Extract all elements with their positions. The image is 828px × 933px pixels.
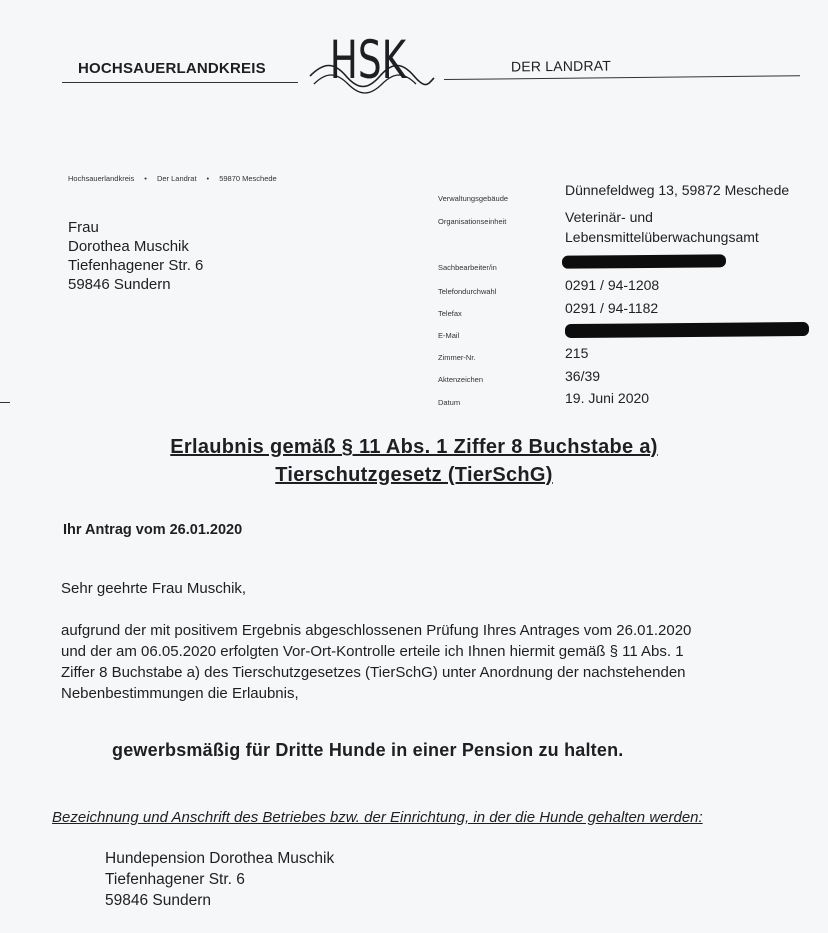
facility-street: Tiefenhagener Str. 6: [105, 871, 245, 888]
redaction-clerk: [562, 254, 726, 268]
value-file: 36/39: [565, 368, 601, 384]
recipient-salutation: Frau: [68, 219, 99, 236]
body-line: und der am 06.05.2020 erfolgten Vor-Ort-Kontrolle erteile ich Ihnen hiermit gemäß § 11 Abs. 1: [61, 643, 684, 660]
application-reference: Ihr Antrag vom 26.01.2020: [63, 522, 243, 538]
document-title-line2: Tierschutzgesetz (TierSchG): [275, 464, 553, 486]
value-fax: 0291 / 94-1182: [565, 300, 659, 316]
facility-heading: Bezeichnung und Anschrift des Betriebes bzw. der Einrichtung, in der die Hunde gehalten werden:: [52, 809, 703, 826]
label-room: Zimmer-Nr.: [438, 353, 476, 362]
value-unit-line1: Veterinär- und: [565, 209, 653, 225]
sender-line: [68, 174, 277, 183]
body-paragraph: [61, 620, 801, 704]
sender-part: Hochsauerlandkreis: [68, 174, 135, 183]
separator: •: [144, 174, 147, 183]
sender-part: Der Landrat: [156, 174, 197, 183]
label-clerk: Sachbearbeiter/in: [438, 263, 497, 272]
recipient-name: Dorothea Muschik: [68, 238, 189, 255]
label-date: Datum: [438, 398, 461, 407]
office-name: DER LANDRAT: [510, 57, 612, 75]
facility-name: Hundepension Dorothea Muschik: [105, 850, 335, 867]
recipient-city: 59846 Sundern: [68, 276, 171, 293]
hsk-logo: [306, 18, 436, 96]
facility-address: [105, 848, 334, 911]
value-phone: 0291 / 94-1208: [565, 277, 660, 293]
permission-statement: gewerbsmäßig für Dritte Hunde in einer Pension zu halten.: [112, 740, 624, 760]
value-room: 215: [565, 345, 589, 361]
authority-name: HOCHSAUERLANDKREIS: [78, 60, 266, 77]
fold-mark: [0, 402, 10, 403]
body-line: Nebenbestimmungen die Erlaubnis,: [61, 685, 299, 702]
label-email: E-Mail: [438, 331, 460, 340]
label-building: Verwaltungsgebäude: [438, 194, 509, 203]
value-date: 19. Juni 2020: [565, 390, 650, 406]
recipient-address: [68, 218, 203, 294]
sender-part: 59870 Meschede: [219, 174, 277, 183]
hsk-logo-text: HSK: [329, 29, 407, 91]
value-building: Dünnefeldweg 13, 59872 Meschede: [565, 182, 790, 198]
facility-city: 59846 Sundern: [105, 892, 212, 909]
label-fax: Telefax: [438, 309, 462, 318]
header-rule-left: [62, 82, 298, 83]
body-line: Ziffer 8 Buchstabe a) des Tierschutzgesetzes (TierSchG) unter Anordnung der nachstehenden: [61, 664, 686, 681]
redaction-email: [565, 322, 809, 338]
label-phone: Telefondurchwahl: [438, 287, 497, 296]
body-line: aufgrund der mit positivem Ergebnis abgeschlossenen Prüfung Ihres Antrages vom 26.01.2020: [61, 622, 692, 639]
separator: •: [206, 174, 210, 183]
header-rule-right: [444, 75, 800, 80]
document-title-line1: Erlaubnis gemäß § 11 Abs. 1 Ziffer 8 Buchstabe a): [170, 436, 658, 458]
label-unit: Organisationseinheit: [438, 217, 507, 226]
value-unit-line2: Lebensmittelüberwachungsamt: [565, 229, 759, 245]
recipient-street: Tiefenhagener Str. 6: [68, 257, 204, 274]
greeting: Sehr geehrte Frau Muschik,: [61, 580, 247, 597]
label-file: Aktenzeichen: [438, 375, 484, 384]
